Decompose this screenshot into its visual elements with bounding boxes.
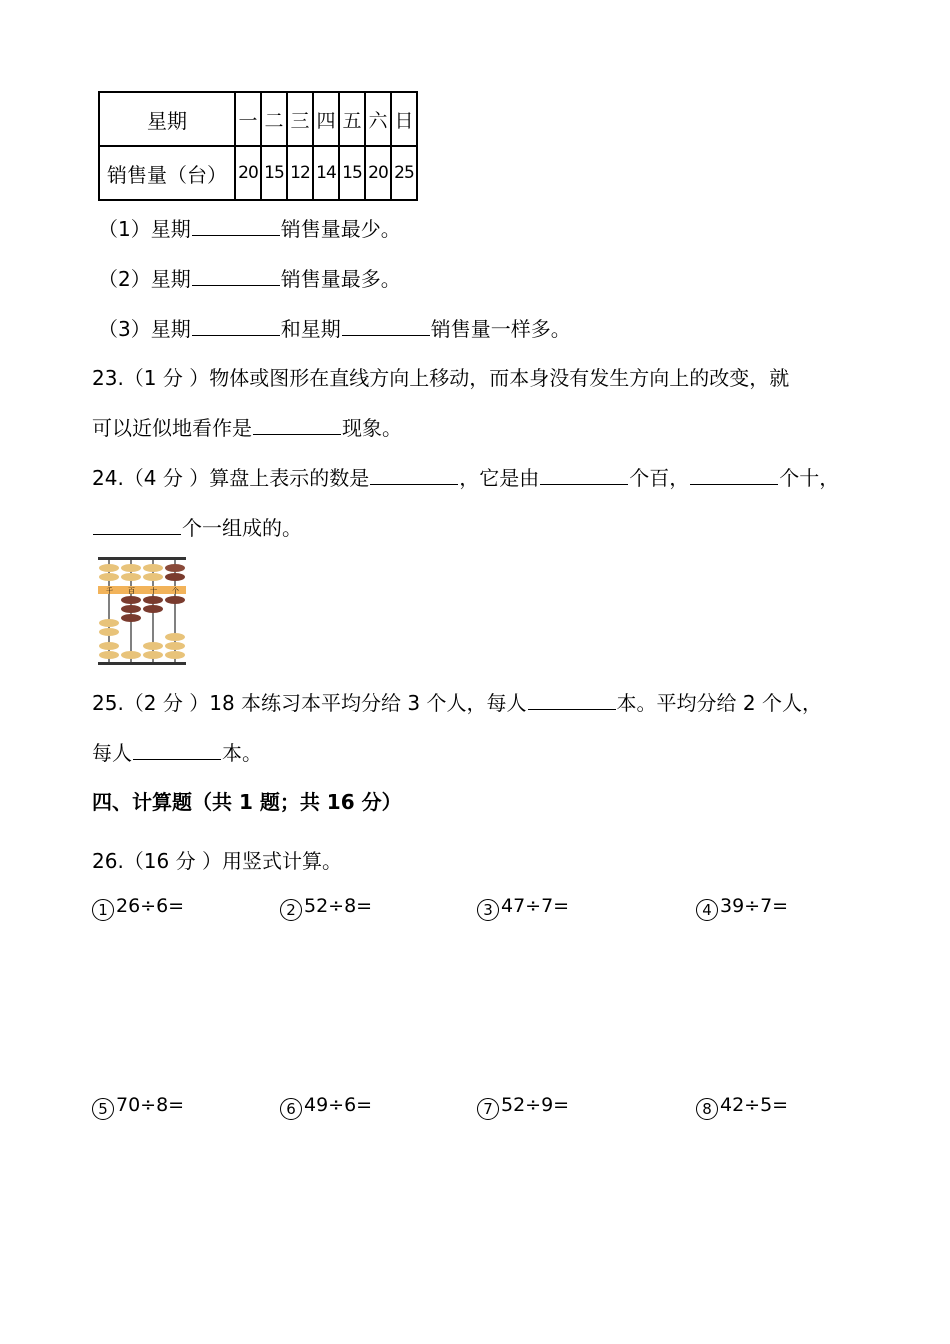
q25-line2: [92, 737, 262, 766]
abacus-label: 千: [106, 587, 113, 595]
q24-line1: [92, 462, 839, 491]
abacus-label: 百: [128, 587, 135, 595]
table-day-cell: 五: [339, 92, 365, 146]
item-number-circle: 4: [696, 899, 718, 921]
table-sales-cell: 14: [313, 146, 339, 200]
table-day-cell: 一: [235, 92, 261, 146]
item-number-circle: 2: [280, 899, 302, 921]
calc-expression: 47÷7=: [501, 895, 570, 917]
q26-title: 26.（16 分 ）用竖式计算。: [92, 849, 342, 873]
q25-text-a: 25.（2 分 ）18 本练习本平均分给 3 个人，每人: [92, 691, 527, 715]
table-day-cell: 二: [261, 92, 287, 146]
answer-blank[interactable]: [253, 416, 341, 435]
table-sales-cell: 15: [261, 146, 287, 200]
abacus-image: [98, 557, 186, 665]
calc-item: [280, 1094, 372, 1120]
q22-sub3: [98, 313, 571, 342]
q22-s3-suffix: 销售量一样多。: [430, 317, 571, 341]
calc-expression: 70÷8=: [116, 1094, 185, 1116]
q23-line1: 23.（1 分 ）物体或图形在直线方向上移动，而本身没有发生方向上的改变，就: [92, 366, 790, 390]
q22-s1-prefix: （1）星期: [98, 217, 191, 241]
calc-expression: 52÷8=: [304, 895, 373, 917]
q23-suffix: 现象。: [342, 416, 402, 440]
q23-prefix: 可以近似地看作是: [92, 416, 252, 440]
q22-sub1: [98, 213, 401, 242]
q24-text-b: ，它是由: [459, 466, 540, 490]
answer-blank[interactable]: [93, 516, 181, 535]
item-number-circle: 8: [696, 1098, 718, 1120]
calc-item: [696, 895, 788, 921]
item-number-circle: 1: [92, 899, 114, 921]
table-day-cell: 三: [287, 92, 313, 146]
sales-table: [98, 91, 418, 201]
calc-expression: 39÷7=: [720, 895, 789, 917]
table-day-cell: 六: [365, 92, 391, 146]
table-header-label: 星期: [99, 92, 235, 146]
calc-item: [696, 1094, 788, 1120]
answer-blank[interactable]: [192, 267, 280, 286]
item-number-circle: 6: [280, 1098, 302, 1120]
q22-sub2: [98, 263, 401, 292]
table-row-label: 销售量（台）: [99, 146, 235, 200]
answer-blank[interactable]: [133, 741, 221, 760]
table-sales-cell: 20: [235, 146, 261, 200]
q24-text-a: 24.（4 分 ）算盘上表示的数是: [92, 466, 370, 490]
table-row: [99, 92, 417, 146]
answer-blank[interactable]: [528, 691, 616, 710]
answer-blank[interactable]: [192, 217, 280, 236]
q22-s2-suffix: 销售量最多。: [280, 267, 401, 291]
calc-item: [92, 895, 184, 921]
q24-text-d: 个十，: [779, 466, 840, 490]
calc-expression: 49÷6=: [304, 1094, 373, 1116]
q24-line2: [92, 512, 302, 541]
abacus-label: 个: [172, 587, 179, 595]
q24-text-c: 个百，: [629, 466, 690, 490]
calc-expression: 42÷5=: [720, 1094, 789, 1116]
abacus-label: 十: [150, 587, 157, 595]
calc-item: [280, 895, 372, 921]
q22-s3-middle: 和星期: [280, 317, 341, 341]
q22-s3-prefix: （3）星期: [98, 317, 191, 341]
q23-line2: [92, 412, 402, 441]
calc-item: [92, 1094, 184, 1120]
calc-expression: 26÷6=: [116, 895, 185, 917]
item-number-circle: 5: [92, 1098, 114, 1120]
table-sales-cell: 20: [365, 146, 391, 200]
item-number-circle: 7: [477, 1098, 499, 1120]
answer-blank[interactable]: [342, 317, 430, 336]
answer-blank[interactable]: [690, 466, 778, 485]
table-row: [99, 146, 417, 200]
answer-blank[interactable]: [192, 317, 280, 336]
answer-blank[interactable]: [370, 466, 458, 485]
table-day-cell: 日: [391, 92, 417, 146]
q25-line1: [92, 687, 822, 716]
table-sales-cell: 25: [391, 146, 417, 200]
table-sales-cell: 12: [287, 146, 313, 200]
table-sales-cell: 15: [339, 146, 365, 200]
q24-suffix: 个一组成的。: [182, 516, 302, 540]
q25-suffix: 本。: [222, 741, 262, 765]
q22-s2-prefix: （2）星期: [98, 267, 191, 291]
q25-text-b: 本。平均分给 2 个人，: [616, 691, 822, 715]
item-number-circle: 3: [477, 899, 499, 921]
q25-prefix: 每人: [92, 741, 132, 765]
calc-expression: 52÷9=: [501, 1094, 570, 1116]
q22-s1-suffix: 销售量最少。: [280, 217, 401, 241]
answer-blank[interactable]: [540, 466, 628, 485]
calc-item: [477, 1094, 569, 1120]
table-day-cell: 四: [313, 92, 339, 146]
calc-item: [477, 895, 569, 921]
section-heading: 四、计算题（共 1 题；共 16 分）: [92, 790, 402, 814]
